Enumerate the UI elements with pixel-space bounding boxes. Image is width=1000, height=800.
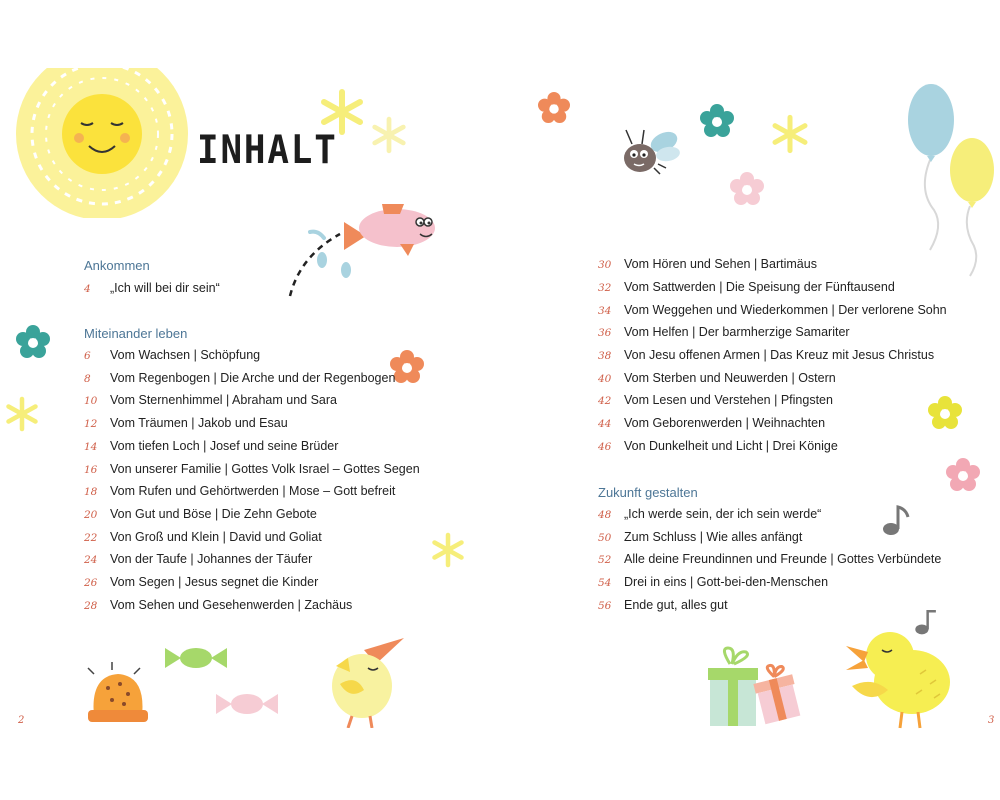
toc-page-number: 36 xyxy=(598,327,612,339)
flower-icon xyxy=(730,172,764,206)
toc-title: Von Jesu offenen Armen | Das Kreuz mit Jesus Christus xyxy=(624,348,935,362)
toc-page-number: 4 xyxy=(84,283,91,295)
flower-icon xyxy=(946,458,980,492)
toc-page-number: 34 xyxy=(598,305,612,317)
toc-title: Vom Regenbogen | Die Arche und der Regenbogen xyxy=(110,371,396,385)
fish-icon xyxy=(282,198,442,298)
toc-entry[interactable] xyxy=(84,462,420,482)
toc-title: Vom tiefen Loch | Josef und seine Brüder xyxy=(110,439,339,453)
toc-entry[interactable] xyxy=(84,598,352,618)
toc-entry[interactable] xyxy=(598,371,836,391)
toc-entry[interactable] xyxy=(84,552,312,572)
toc-page-number: 18 xyxy=(84,486,98,498)
toc-title: Von unserer Familie | Gottes Volk Israel – Gottes Segen xyxy=(110,462,420,476)
toc-page-number: 22 xyxy=(84,532,98,544)
toc-page-number: 20 xyxy=(84,509,98,521)
toc-entry[interactable] xyxy=(84,348,260,368)
toc-title: „Ich will bei dir sein“ xyxy=(110,281,220,295)
toc-page-number: 42 xyxy=(598,395,612,407)
toc-entry[interactable] xyxy=(598,280,895,300)
gifts-icon xyxy=(696,646,808,730)
toc-entry[interactable] xyxy=(598,507,821,527)
toc-entry[interactable] xyxy=(84,416,288,436)
toc-entry[interactable] xyxy=(84,281,220,301)
toc-page-number: 8 xyxy=(84,373,91,385)
balloons-icon xyxy=(900,82,1000,282)
page-title: INHALT xyxy=(197,128,338,173)
flower-icon xyxy=(538,92,570,124)
toc-entry[interactable] xyxy=(598,416,825,436)
toc-title: Drei in eins | Gott-bei-den-Menschen xyxy=(624,575,829,589)
toc-entry[interactable] xyxy=(84,393,337,413)
toc-page-number: 40 xyxy=(598,373,612,385)
fly-icon xyxy=(618,124,682,180)
toc-page-number: 50 xyxy=(598,532,612,544)
toc-page-number: 24 xyxy=(84,554,98,566)
sparkle-icon xyxy=(4,396,40,432)
chick-icon xyxy=(842,626,958,730)
flower-icon xyxy=(16,325,50,359)
toc-entry[interactable] xyxy=(598,530,802,550)
toc-title: Von Groß und Klein | David und Goliat xyxy=(110,530,322,544)
toc-entry[interactable] xyxy=(84,575,318,595)
toc-entry[interactable] xyxy=(598,552,941,572)
toc-page-number: 48 xyxy=(598,509,612,521)
sparkle-icon xyxy=(370,116,408,154)
toc-title: Von Dunkelheit und Licht | Drei Könige xyxy=(624,439,838,453)
candy-icon xyxy=(163,640,229,676)
toc-title: Vom Geborenwerden | Weihnachten xyxy=(624,416,826,430)
jelly-cake-icon xyxy=(82,658,154,726)
toc-entry[interactable] xyxy=(84,439,338,459)
toc-title: „Ich werde sein, der ich sein werde“ xyxy=(624,507,822,521)
toc-page-number: 38 xyxy=(598,350,612,362)
right-page xyxy=(500,0,1000,800)
toc-title: Zum Schluss | Wie alles anfängt xyxy=(624,530,803,544)
toc-title: Vom Helfen | Der barmherzige Samariter xyxy=(624,325,850,339)
toc-page-number: 14 xyxy=(84,441,98,453)
toc-title: Vom Sattwerden | Die Speisung der Fünftausend xyxy=(624,280,895,294)
sparkle-icon xyxy=(770,114,810,154)
toc-title: Vom Weggehen und Wiederkommen | Der verlorene Sohn xyxy=(624,303,947,317)
toc-entry[interactable] xyxy=(84,530,322,550)
toc-page-number: 30 xyxy=(598,259,612,271)
toc-entry[interactable] xyxy=(598,303,947,323)
toc-entry[interactable] xyxy=(84,371,395,391)
toc-title: Vom Sternenhimmel | Abraham und Sara xyxy=(110,393,337,407)
toc-page-number: 46 xyxy=(598,441,612,453)
toc-title: Vom Sehen und Gesehenwerden | Zachäus xyxy=(110,598,353,612)
toc-title: Ende gut, alles gut xyxy=(624,598,728,612)
toc-entry[interactable] xyxy=(598,575,828,595)
toc-page-number: 56 xyxy=(598,600,612,612)
toc-title: Vom Lesen und Verstehen | Pfingsten xyxy=(624,393,833,407)
toc-title: Von Gut und Böse | Die Zehn Gebote xyxy=(110,507,317,521)
toc-page-number: 28 xyxy=(84,600,98,612)
toc-page-number: 52 xyxy=(598,554,612,566)
bird-icon xyxy=(316,628,408,728)
toc-page-number: 16 xyxy=(84,464,98,476)
page-number: 2 xyxy=(18,715,25,726)
sun-icon xyxy=(15,68,190,218)
toc-page-number: 6 xyxy=(84,350,91,362)
toc-title: Von der Taufe | Johannes der Täufer xyxy=(110,552,313,566)
toc-page-number: 10 xyxy=(84,395,98,407)
toc-page-number: 54 xyxy=(598,577,612,589)
flower-icon xyxy=(700,104,734,138)
toc-page-number: 26 xyxy=(84,577,98,589)
toc-title: Vom Träumen | Jakob und Esau xyxy=(110,416,288,430)
toc-title: Vom Sterben und Neuwerden | Ostern xyxy=(624,371,836,385)
page-number: 3 xyxy=(988,715,995,726)
section-heading: Zukunft gestalten xyxy=(598,485,698,500)
flower-icon xyxy=(928,396,962,430)
toc-title: Vom Segen | Jesus segnet die Kinder xyxy=(110,575,319,589)
toc-entry[interactable] xyxy=(598,257,817,277)
toc-page-number: 12 xyxy=(84,418,98,430)
toc-entry[interactable] xyxy=(598,325,850,345)
sparkle-icon xyxy=(430,532,466,568)
toc-title: Vom Wachsen | Schöpfung xyxy=(110,348,261,362)
toc-title: Alle deine Freundinnen und Freunde | Gottes Verbündete xyxy=(624,552,942,566)
toc-entry[interactable] xyxy=(84,507,317,527)
sparkle-icon xyxy=(318,88,366,136)
toc-entry[interactable] xyxy=(598,439,838,459)
toc-title: Vom Hören und Sehen | Bartimäus xyxy=(624,257,817,271)
toc-entry[interactable] xyxy=(84,484,395,504)
candy-icon xyxy=(214,686,280,722)
toc-page-number: 32 xyxy=(598,282,612,294)
toc-entry[interactable] xyxy=(598,393,833,413)
section-heading: Ankommen xyxy=(84,258,150,273)
toc-entry[interactable] xyxy=(598,348,934,368)
music-note-icon xyxy=(882,503,910,537)
toc-entry[interactable] xyxy=(598,598,728,618)
toc-title: Vom Rufen und Gehörtwerden | Mose – Gott befreit xyxy=(110,484,396,498)
section-heading: Miteinander leben xyxy=(84,326,188,341)
toc-page-number: 44 xyxy=(598,418,612,430)
